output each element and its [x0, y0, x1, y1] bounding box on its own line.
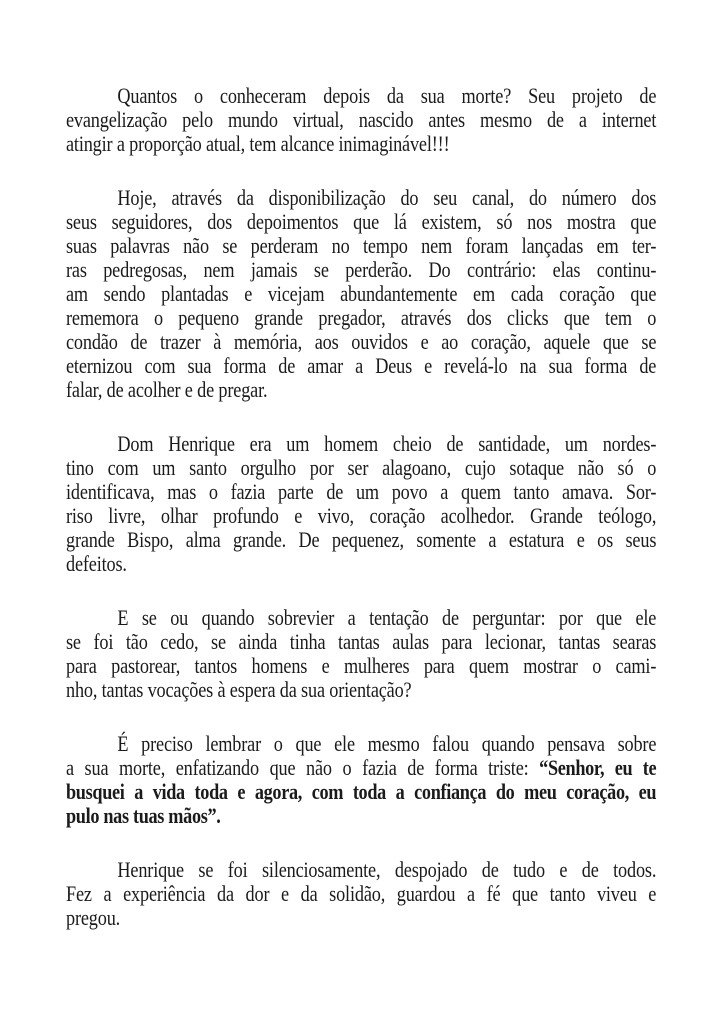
text-line: am sendo plantadas e vicejam abundantemente em cada coração que — [66, 281, 657, 306]
text-line: pulo nas tuas mãos”. — [66, 803, 221, 828]
text-line: Fez a experiência da dor e da solidão, guardou a fé que tanto viveu e — [66, 881, 657, 906]
text-line: Hoje, através da disponibilização do seu canal, do número dos — [117, 185, 657, 210]
text-line: tino com um santo orgulho por ser alagoano, cujo sotaque não só o — [66, 455, 657, 480]
paragraph-2 — [66, 186, 656, 402]
text-line: grande Bispo, alma grande. De pequenez, somente a estatura e os seus — [66, 527, 657, 552]
text-line: pregou. — [66, 905, 121, 930]
text-line: identificava, mas o fazia parte de um povo a quem tanto amava. Sor- — [66, 479, 657, 504]
text-line: nho, tantas vocações à espera da sua orientação? — [66, 677, 412, 702]
paragraph-3 — [66, 432, 656, 576]
paragraph-5 — [66, 732, 656, 828]
text-line: a sua morte, enfatizando que não o fazia de forma triste: “Senhor, eu te — [66, 755, 657, 780]
text-line: riso livre, olhar profundo e vivo, coração acolhedor. Grande teólogo, — [66, 503, 657, 528]
text-line: se foi tão cedo, se ainda tinha tantas aulas para lecionar, tantas searas — [66, 629, 657, 654]
text-line: rememora o pequeno grande pregador, através dos clicks que tem o — [66, 305, 657, 330]
text-line: para pastorear, tantos homens e mulheres para quem mostrar o cami- — [66, 653, 657, 678]
text-line: defeitos. — [66, 551, 127, 576]
text-line: suas palavras não se perderam no tempo nem foram lançadas em ter- — [66, 233, 657, 258]
text-line: condão de trazer à memória, aos ouvidos e ao coração, aquele que se — [66, 329, 657, 354]
paragraph-6 — [66, 858, 656, 930]
text-line: busquei a vida toda e agora, com toda a confiança do meu coração, eu — [66, 779, 657, 804]
text-line: Dom Henrique era um homem cheio de santidade, um nordes- — [117, 431, 657, 456]
text-line: É preciso lembrar o que ele mesmo falou quando pensava sobre — [117, 731, 657, 756]
text-line: evangelização pelo mundo virtual, nascido antes mesmo de a internet — [66, 107, 657, 132]
text-line: Henrique se foi silenciosamente, despojado de tudo e de todos. — [117, 857, 657, 882]
paragraph-1 — [66, 84, 656, 156]
text-line: falar, de acolher e de pregar. — [66, 377, 268, 402]
text-line: eternizou com sua forma de amar a Deus e revelá-lo na sua forma de — [66, 353, 657, 378]
text-block — [66, 84, 656, 930]
paragraph-4 — [66, 606, 656, 702]
text-line: seus seguidores, dos depoimentos que lá existem, só nos mostra que — [66, 209, 657, 234]
text-line: atingir a proporção atual, tem alcance inimaginável!!! — [66, 131, 450, 156]
text-line: ras pedregosas, nem jamais se perderão. Do contrário: elas continu- — [66, 257, 657, 282]
text-line: Quantos o conheceram depois da sua morte? Seu projeto de — [117, 83, 657, 108]
text-line: E se ou quando sobrevier a tentação de perguntar: por que ele — [117, 605, 657, 630]
